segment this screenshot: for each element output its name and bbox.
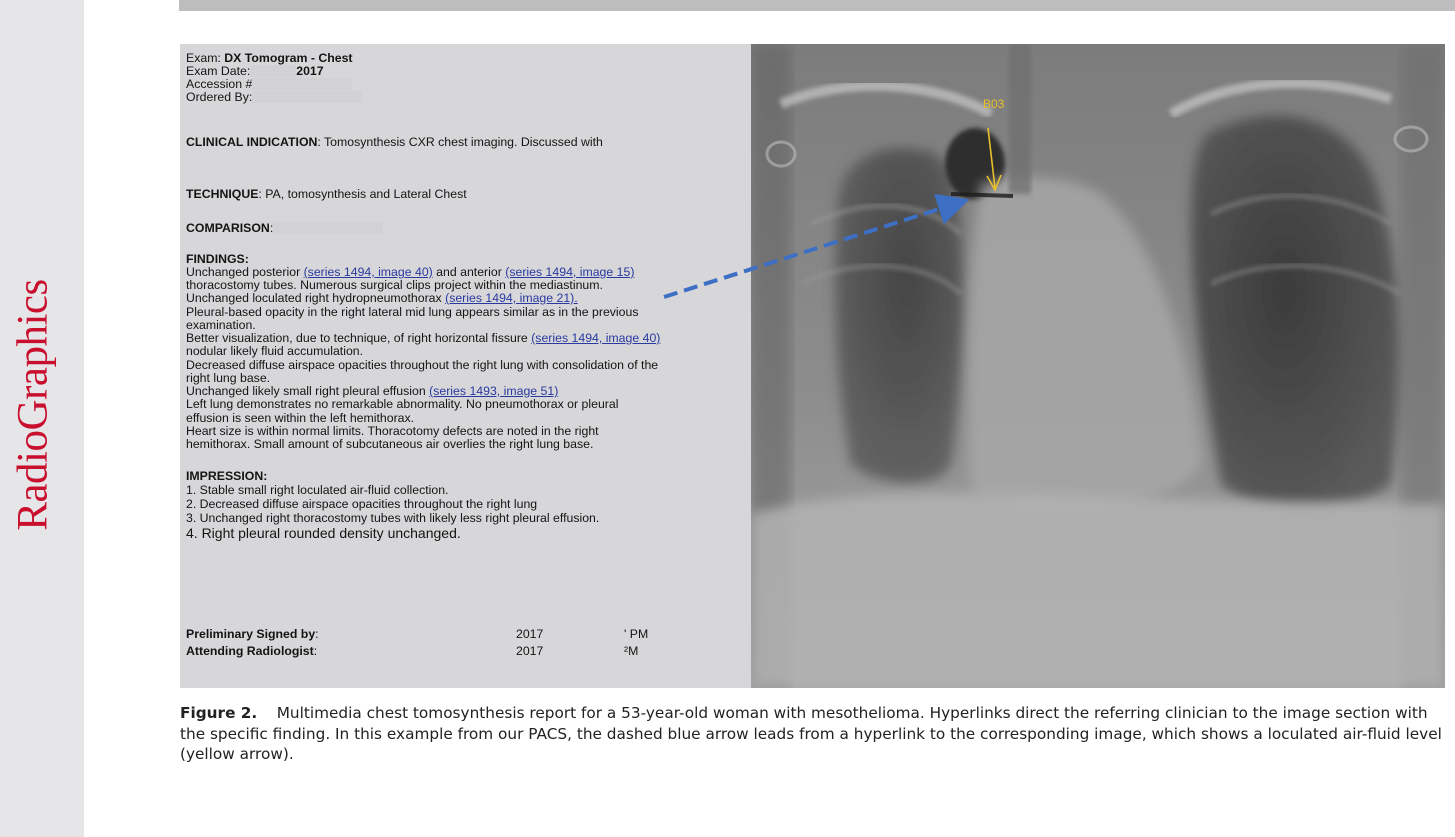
findings-line-2: thoracostomy tubes. Numerous surgical clips project within the mediastinum. (186, 278, 603, 292)
findings-line-6: Better visualization, due to technique, of right horizontal fissure (series 1494, image 40) (186, 331, 661, 345)
findings-line-14: hemithorax. Small amount of subcutaneous air overlies the right lung base. (186, 437, 594, 451)
impression-item-4: 4. Right pleural rounded density unchanged. (186, 525, 461, 541)
findings-line-1: Unchanged posterior (series 1494, image 40) and anterior (series 1494, image 15) (186, 265, 635, 279)
ordered-by-line: Ordered By: (186, 91, 362, 104)
chest-tomosynthesis-image (751, 44, 1445, 688)
image-label-b03: B03 (983, 97, 1005, 111)
findings-line-5: examination. (186, 318, 256, 332)
impression-item-2: 2. Decreased diffuse airspace opacities throughout the right lung (186, 497, 538, 511)
findings-line-12: effusion is seen within the left hemithorax. (186, 411, 415, 425)
findings-heading: FINDINGS: (186, 252, 249, 266)
radiology-report-panel (180, 44, 751, 688)
impression-item-1: 1. Stable small right loculated air-fluid collection. (186, 483, 449, 497)
findings-line-11: Left lung demonstrates no remarkable abnormality. No pneumothorax or pleural (186, 397, 619, 411)
redaction (252, 91, 362, 103)
technique: TECHNIQUE: PA, tomosynthesis and Lateral Chest (186, 187, 467, 201)
top-rule (179, 0, 1455, 11)
findings-line-13: Heart size is within normal limits. Thoracotomy defects are noted in the right (186, 424, 599, 438)
preliminary-signature-line: Preliminary Signed by: 2017 ' PM (186, 627, 649, 641)
findings-line-4: Pleural-based opacity in the right lateral mid lung appears similar as in the previous (186, 305, 639, 319)
comparison: COMPARISON: (186, 222, 383, 235)
journal-sidebar (0, 0, 84, 837)
impression-heading: IMPRESSION: (186, 469, 268, 483)
findings-line-10: Unchanged likely small right pleural effusion (series 1493, image 51) (186, 384, 559, 398)
caption-text: Multimedia chest tomosynthesis report for a 53-year-old woman with mesothelioma. Hyperlinks direct the referring clinician to the image section with the specific finding. In this example from our PACS, the dashed blue arrow leads from a hyperlink to the corresponding image, which shows a loculated air-fluid level (yellow arrow). (180, 704, 1442, 763)
redaction (252, 78, 352, 90)
impression-item-3: 3. Unchanged right thoracostomy tubes with likely less right pleural effusion. (186, 511, 600, 525)
findings-line-9: right lung base. (186, 371, 271, 385)
series-link[interactable]: (series 1494, image 40) (531, 331, 661, 345)
findings-line-8: Decreased diffuse airspace opacities throughout the right lung with consolidation of the (186, 358, 659, 372)
figure-caption (180, 703, 1448, 765)
findings-line-3: Unchanged loculated right hydropneumothorax (series 1494, image 21). (186, 291, 578, 305)
series-link-hydropneumothorax[interactable]: (series 1494, image 21). (445, 291, 578, 305)
exam-line: Exam: DX Tomogram - Chest (186, 51, 353, 65)
attending-signature-line: Attending Radiologist: 2017 ²M (186, 644, 639, 658)
redaction (250, 65, 296, 77)
series-link[interactable]: (series 1494, image 40) (303, 265, 433, 279)
series-link[interactable]: (series 1494, image 15) (505, 265, 635, 279)
clinical-indication: CLINICAL INDICATION: Tomosynthesis CXR chest imaging. Discussed with (186, 135, 603, 149)
redaction (273, 222, 383, 234)
findings-line-7: nodular likely fluid accumulation. (186, 344, 364, 358)
accession-line: Accession # (186, 78, 352, 91)
series-link[interactable]: (series 1493, image 51) (429, 384, 559, 398)
exam-date-line: Exam Date: 2017 (186, 64, 324, 78)
journal-name: RadioGraphics (9, 279, 57, 531)
figure-label: Figure 2. (180, 704, 258, 722)
